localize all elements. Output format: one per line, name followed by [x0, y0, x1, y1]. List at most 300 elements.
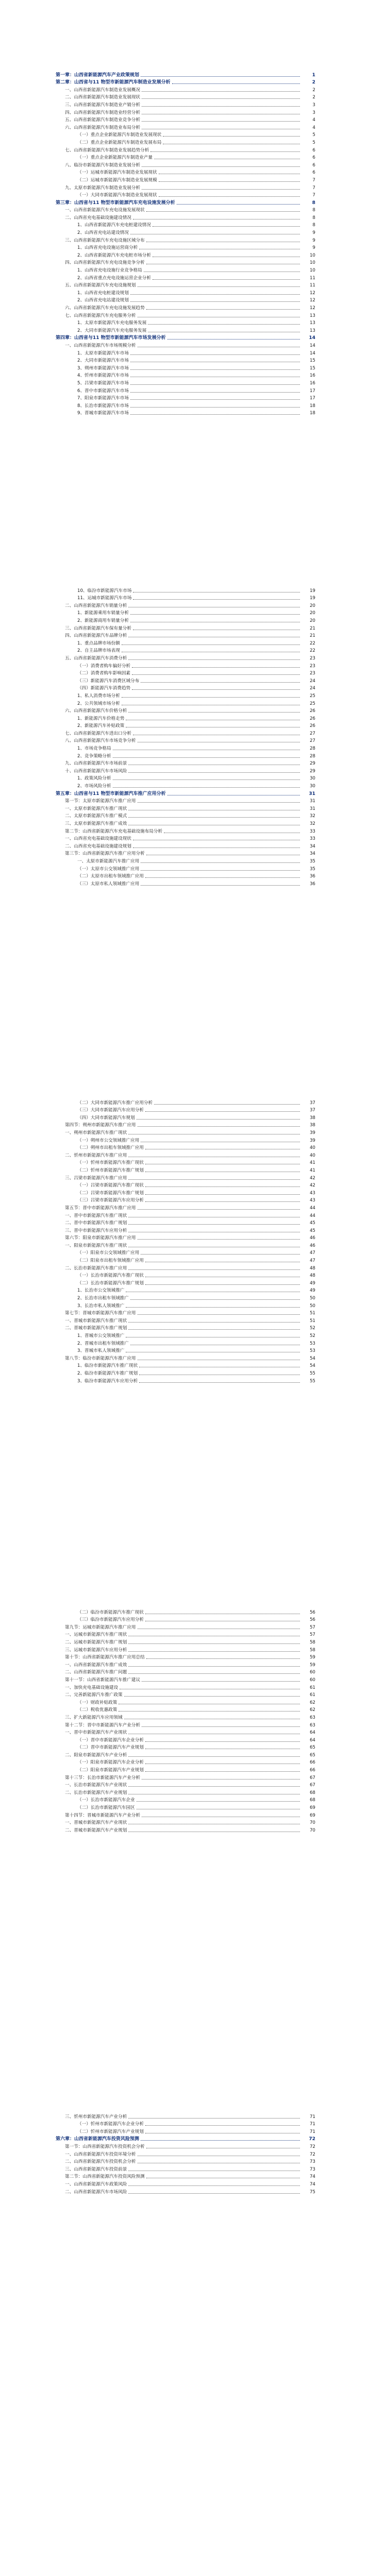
toc-entry: [77, 1706, 315, 1714]
toc-entry-page: 51: [310, 1318, 315, 1324]
toc-entry: [77, 319, 315, 327]
toc-entry-title: 3、临汾市新能源汽车应用分析: [77, 1378, 138, 1384]
toc-entry: [65, 1826, 315, 1834]
toc-entry: [65, 812, 315, 820]
toc-entry-page: 10: [310, 260, 315, 266]
toc-entry-page: 14: [310, 343, 315, 348]
toc-entry-page: 22: [310, 648, 315, 654]
toc-leader-dots: [145, 1284, 300, 1285]
toc-entry: [77, 244, 315, 251]
toc-entry-title: 一、阳泉市新能源汽车推广现状: [65, 1243, 127, 1248]
toc-entry-title: 3、长治市私人领域推广: [77, 1303, 125, 1309]
toc-entry-page: 72: [310, 2151, 315, 2157]
toc-entry-page: 32: [310, 814, 315, 819]
toc-entry-page: 73: [310, 2166, 315, 2172]
toc-entry: [77, 274, 315, 281]
toc-entry: [65, 146, 315, 154]
toc-entry: [65, 797, 315, 805]
toc-entry-title: 三、忻州市新能源汽车产业分析: [65, 2114, 127, 2120]
toc-entry-title: 十、山西省新能源汽车市场风险: [65, 768, 127, 774]
toc-entry: [65, 1226, 315, 1234]
toc-entry: [77, 647, 315, 654]
toc-entry-page: 22: [310, 640, 315, 646]
toc-entry: [77, 1608, 315, 1616]
toc-entry-title: 六、山西省新能源汽车制造业布局分析: [65, 125, 141, 130]
toc-entry-title: 九、山西省新能源汽车市场前景: [65, 761, 127, 767]
toc-entry-page: 68: [310, 1798, 315, 1803]
toc-entry: [56, 334, 315, 342]
toc-leader-dots: [130, 301, 300, 302]
toc-entry-title: 第三节：山西省新能源汽车推广应用分析: [65, 851, 145, 857]
toc-entry-page: 21: [310, 625, 315, 631]
toc-entry: [77, 1136, 315, 1144]
toc-entry-title: 八、临汾市新能源汽车制造业发展分析: [65, 162, 141, 168]
toc-entry-page: 6: [312, 155, 315, 161]
toc-entry: [77, 691, 315, 699]
toc-entry-title: 2、竞争策略分析: [77, 753, 111, 759]
toc-entry: [65, 1204, 315, 1211]
toc-entry-page: 18: [310, 411, 315, 416]
toc-entry-page: 5: [312, 140, 315, 145]
toc-entry-page: 28: [310, 753, 315, 759]
toc-entry-page: 40: [310, 1145, 315, 1151]
toc-entry: [77, 1362, 315, 1369]
toc-entry-page: 12: [310, 290, 315, 296]
toc-entry-title: 二、完善新能源汽车推广政策: [65, 1692, 123, 1698]
toc-entry-page: 27: [310, 738, 315, 744]
toc-leader-dots: [159, 196, 300, 197]
toc-entry: [65, 1646, 315, 1653]
toc-entry-page: 34: [310, 843, 315, 849]
toc-entry: [77, 357, 315, 364]
toc-leader-dots: [138, 1239, 300, 1240]
toc-entry-page: 13: [310, 328, 315, 333]
toc-entry-title: （二）税收优惠政策: [77, 1707, 117, 1713]
toc-leader-dots: [141, 682, 300, 683]
toc-entry: [77, 714, 315, 722]
toc-entry-page: 56: [310, 1609, 315, 1615]
toc-entry-page: 31: [310, 799, 315, 804]
toc-leader-dots: [142, 91, 300, 92]
toc-entry-title: 2、公共领域市场分析: [77, 701, 120, 706]
toc-entry-page: 52: [310, 1333, 315, 1338]
toc-entry-title: （三）新能源汽车消费区域分布: [77, 678, 140, 684]
toc-entry-page: 47: [310, 1258, 315, 1264]
toc-entry-title: 2、晋城市出租车领域推广: [77, 1341, 129, 1346]
toc-entry-page: 7: [312, 185, 315, 191]
toc-entry-page: 29: [310, 761, 315, 767]
toc-entry-title: 第四节：朔州市新能源汽车推广应用: [65, 1123, 136, 1128]
toc-entry-title: 五、山西省新能源汽车制造业竞争分析: [65, 117, 141, 123]
toc-entry-title: 二、山西省新能源汽车投资机会分析: [65, 2159, 136, 2165]
toc-leader-dots: [138, 1209, 300, 1210]
toc-entry-page: 12: [310, 306, 315, 311]
toc-entry-title: 三、运城市新能源汽车应用分析: [65, 1647, 127, 1653]
toc-entry: [65, 1151, 315, 1159]
toc-entry-page: 46: [310, 1235, 315, 1241]
toc-entry: [65, 624, 315, 632]
toc-entry-page: 27: [310, 731, 315, 736]
toc-entry-page: 60: [310, 1677, 315, 1683]
toc-entry: [77, 2120, 315, 2128]
toc-entry-title: 2、山西省重点充电设施运营企业分析: [77, 275, 151, 281]
toc-leader-dots: [141, 76, 300, 77]
toc-entry-page: 2: [312, 95, 315, 100]
toc-entry-page: 63: [310, 1722, 315, 1728]
toc-entry: [77, 371, 315, 379]
toc-entry: [77, 1294, 315, 1301]
toc-entry: [77, 1766, 315, 1773]
toc-entry: [77, 1256, 315, 1264]
toc-entry-page: 42: [310, 1183, 315, 1189]
toc-entry: [77, 221, 315, 229]
toc-leader-dots: [145, 1111, 300, 1112]
toc-entry-page: 65: [310, 1752, 315, 1758]
toc-entry-page: 34: [310, 851, 315, 857]
toc-entry-page: 72: [310, 2144, 315, 2149]
toc-entry-page: 44: [310, 1213, 315, 1218]
toc-entry: [77, 1189, 315, 1196]
toc-entry-page: 71: [310, 2114, 315, 2120]
toc-entry-page: 19: [310, 596, 315, 601]
toc-entry-title: 三、山西省新能源汽车保有量分析: [65, 625, 131, 631]
toc-entry-page: 61: [310, 1685, 315, 1690]
toc-entry-page: 60: [310, 1670, 315, 1675]
toc-entry: [77, 1106, 315, 1114]
toc-entry-title: 7、阳泉市新能源汽车市场: [77, 396, 129, 401]
toc-entry-title: 第一章：山西省新能源汽车产业政策规划: [56, 72, 140, 78]
toc-entry-page: 11: [310, 283, 315, 289]
toc-entry-title: 1、临汾市新能源汽车推广现状: [77, 1363, 138, 1369]
toc-entry: [65, 1819, 315, 1826]
toc-entry-page: 25: [310, 701, 315, 706]
toc-entry-title: （二）阳泉市新能源汽车产业规划: [77, 1768, 144, 1773]
toc-leader-dots: [177, 204, 300, 205]
toc-entry: [65, 236, 315, 244]
toc-entry-title: 一、加快充电基础设施建设: [65, 1685, 119, 1690]
toc-entry-page: 36: [310, 881, 315, 887]
toc-leader-dots: [130, 414, 300, 415]
toc-entry-page: 57: [310, 1632, 315, 1638]
toc-entry: [77, 1377, 315, 1384]
toc-entry: [77, 1796, 315, 1804]
toc-leader-dots: [113, 787, 300, 788]
toc-entry-page: 57: [310, 1624, 315, 1630]
toc-entry: [65, 2180, 315, 2188]
toc-entry-title: （二）太原市出租车领域推广应用: [77, 874, 144, 879]
toc-entry-title: （二）长治市新能源汽车推广规划: [77, 1280, 144, 1286]
toc-entry-page: 42: [310, 1175, 315, 1181]
toc-entry-page: 2: [312, 87, 315, 93]
toc-entry-title: 1、政策风险分析: [77, 776, 111, 782]
toc-entry-title: 第十四节：晋城市新能源汽车产业分析: [65, 1812, 141, 1818]
toc-leader-dots: [141, 2140, 300, 2141]
toc-entry-page: 16: [310, 373, 315, 379]
toc-entry-title: 二、山西省新能源汽车制造业发展现状: [65, 95, 141, 100]
toc-entry-page: 7: [312, 193, 315, 198]
toc-entry-page: 58: [310, 1647, 315, 1653]
toc-entry: [77, 872, 315, 880]
toc-entry-title: 一、太原市新能源汽车推广应用: [77, 858, 140, 864]
toc-entry: [77, 879, 315, 887]
toc-entry: [65, 1354, 315, 1362]
toc-entry: [65, 2165, 315, 2173]
toc-entry-title: 二、长治市新能源汽车产业规划: [65, 1790, 127, 1795]
toc-entry: [77, 1113, 315, 1121]
toc-leader-dots: [128, 772, 300, 773]
toc-entry-title: 五、山西省新能源汽车消费分析: [65, 655, 127, 661]
toc-leader-dots: [142, 98, 300, 99]
toc-entry-title: 1、太原市新能源汽车充电服务发展: [77, 320, 147, 326]
toc-entry: [65, 2142, 315, 2150]
toc-entry-title: 第十节：山西省新能源汽车推广应用总结: [65, 1655, 145, 1660]
toc-entry-title: （一）太原市公交领域推广应用: [77, 866, 140, 872]
toc-entry-title: 1、长治市公交领域推广: [77, 1288, 125, 1294]
toc-entry-title: （一）运城市新能源汽车制造业发展现状: [77, 170, 157, 176]
toc-entry-title: 三、太原市新能源汽车推广成效: [65, 821, 127, 826]
toc-entry-title: 第二节：山西省新能源汽车投资风险预测: [65, 2174, 145, 2180]
toc-entry: [77, 1347, 315, 1354]
toc-entry-title: 三、山西省新能源汽车投资前景: [65, 2166, 127, 2172]
toc-entry-title: 4、忻州市新能源汽车市场: [77, 373, 129, 379]
toc-entry-page: 10: [310, 252, 315, 258]
toc-entry-page: 47: [310, 1250, 315, 1256]
toc-entry-page: 66: [310, 1760, 315, 1766]
toc-entry-page: 59: [310, 1662, 315, 1668]
toc-entry-title: （一）大同市新能源汽车制造业发展现状: [77, 193, 157, 198]
toc-leader-dots: [138, 802, 300, 803]
toc-entry-page: 13: [310, 320, 315, 326]
toc-entry-page: 13: [310, 313, 315, 318]
toc-entry-page: 31: [310, 806, 315, 811]
toc-entry-title: 9、晋城市新能源汽车市场: [77, 411, 129, 416]
toc-entry: [65, 1713, 315, 1721]
toc-block-5: [0, 2112, 371, 2195]
toc-entry: [65, 183, 315, 191]
toc-entry: [77, 774, 315, 782]
toc-entry-page: 9: [312, 238, 315, 243]
toc-entry: [56, 789, 315, 797]
toc-entry: [65, 1174, 315, 1181]
toc-entry: [65, 108, 315, 116]
toc-entry-page: 50: [310, 1303, 315, 1309]
toc-entry: [77, 409, 315, 417]
toc-entry-title: （一）重点企业新能源汽车制造业发展现状: [77, 132, 162, 138]
toc-entry: [77, 1098, 315, 1106]
toc-entry-title: 11、运城市新能源汽车市场: [77, 596, 132, 601]
toc-entry-page: 69: [310, 1812, 315, 1818]
toc-entry: [77, 1159, 315, 1166]
toc-entry-page: 68: [310, 1790, 315, 1795]
toc-entry-page: 46: [310, 1243, 315, 1248]
toc-entry-title: 二、晋城市新能源汽车产业规划: [65, 1827, 127, 1833]
toc-entry-page: 15: [310, 365, 315, 371]
toc-entry-page: 16: [310, 380, 315, 386]
toc-entry: [77, 586, 315, 594]
toc-leader-dots: [132, 667, 300, 668]
toc-entry: [65, 2188, 315, 2195]
toc-entry-title: 2、自主品牌市场表现: [77, 648, 120, 654]
toc-entry-title: （二）忻州市新能源汽车产业规划: [77, 2129, 144, 2134]
toc-entry-page: 44: [310, 1205, 315, 1211]
toc-entry-page: 40: [310, 1153, 315, 1158]
toc-entry: [65, 729, 315, 737]
toc-entry: [77, 857, 315, 865]
toc-leader-dots: [142, 106, 300, 107]
toc-entry-title: 三、扩大新能源汽车应用领域: [65, 1715, 123, 1720]
toc-entry: [77, 401, 315, 409]
toc-entry-page: 64: [310, 1737, 315, 1743]
toc-entry-title: 5、吕梁市新能源汽车市场: [77, 380, 129, 386]
toc-entry-title: （一）长治市新能源汽车推广现状: [77, 1273, 144, 1279]
toc-leader-dots: [172, 83, 300, 84]
toc-entry-page: 73: [310, 2159, 315, 2165]
toc-entry-title: 第四章：山西省与11 物型市新能源汽车市场发展分析: [56, 335, 166, 341]
toc-entry-page: 39: [310, 1138, 315, 1143]
toc-entry-title: 2、山西省新能源汽车充电桩市场分析: [77, 252, 151, 258]
toc-entry: [65, 842, 315, 850]
toc-entry-page: 63: [310, 1715, 315, 1720]
toc-leader-dots: [141, 1254, 300, 1255]
toc-entry: [77, 251, 315, 259]
toc-entry-title: 二、太原市新能源汽车推广模式: [65, 814, 127, 819]
toc-entry-page: 8: [312, 200, 315, 206]
toc-entry-page: 55: [310, 1378, 315, 1384]
toc-entry-title: 第十一节：山西省新能源汽车推广建议: [65, 1677, 141, 1683]
toc-entry: [77, 386, 315, 394]
toc-entry: [77, 1616, 315, 1623]
toc-entry-title: 六、山西省新能源汽车价格分析: [65, 708, 127, 714]
toc-entry: [65, 737, 315, 744]
toc-entry-title: （一）吕梁市新能源汽车推广现状: [77, 1183, 144, 1189]
toc-leader-dots: [128, 1322, 300, 1323]
toc-entry-page: 26: [310, 723, 315, 729]
toc-entry-page: 8: [312, 208, 315, 213]
toc-entry-page: 6: [312, 170, 315, 176]
toc-entry-page: 53: [310, 1341, 315, 1346]
toc-entry-page: 35: [310, 858, 315, 864]
toc-entry-title: （二）忻州市新能源汽车推广规划: [77, 1167, 144, 1173]
toc-leader-dots: [146, 1658, 300, 1659]
toc-entry-page: 70: [310, 1820, 315, 1826]
toc-entry-title: （一）忻州市新能源汽车企业分析: [77, 2122, 144, 2127]
toc-entry: [65, 1811, 315, 1819]
toc-entry: [65, 1211, 315, 1219]
toc-entry-page: 75: [310, 2189, 315, 2195]
toc-entry: [77, 1743, 315, 1751]
toc-entry-title: （一）阳泉市新能源汽车企业分析: [77, 1760, 144, 1766]
toc-entry-title: 四、山西省新能源汽车充电设施竞争分析: [65, 260, 145, 266]
toc-leader-dots: [128, 1269, 300, 1270]
toc-entry-title: 一、朔州市新能源汽车推广现状: [65, 1130, 127, 1136]
toc-entry-page: 56: [310, 1617, 315, 1623]
toc-entry: [65, 100, 315, 108]
toc-entry: [77, 1803, 315, 1811]
toc-entry-title: 七、山西省新能源汽车制造业发展趋势分析: [65, 147, 149, 153]
toc-block-4: [0, 1608, 371, 1834]
toc-leader-dots: [128, 1786, 300, 1787]
toc-leader-dots: [126, 1307, 300, 1308]
toc-entry-page: 62: [310, 1700, 315, 1705]
toc-leader-dots: [128, 1179, 300, 1180]
toc-leader-dots: [113, 779, 300, 780]
toc-entry-page: 33: [310, 836, 315, 842]
toc-entry-title: 1、市场竞争格局: [77, 746, 111, 752]
toc-entry-title: 1、太原市新能源汽车市场: [77, 350, 129, 356]
toc-entry: [65, 161, 315, 168]
toc-leader-dots: [146, 211, 300, 212]
toc-leader-dots: [128, 1651, 300, 1652]
toc-entry: [77, 1331, 315, 1339]
toc-entry: [65, 1324, 315, 1332]
toc-leader-dots: [130, 1299, 300, 1300]
toc-entry-page: 54: [310, 1355, 315, 1361]
toc-entry-title: 三、吕梁市新能源汽车推广应用: [65, 1175, 127, 1181]
toc-entry-page: 25: [310, 693, 315, 699]
toc-entry-title: （二）运城市新能源汽车制造业发展规模: [77, 177, 157, 183]
toc-entry: [65, 2158, 315, 2165]
toc-entry: [65, 341, 315, 349]
toc-leader-dots: [153, 226, 300, 227]
toc-entry: [65, 759, 315, 767]
toc-entry-title: 二、运城市新能源汽车推广规划: [65, 1639, 127, 1645]
toc-entry: [77, 176, 315, 183]
toc-leader-dots: [142, 1779, 300, 1780]
toc-entry: [65, 804, 315, 812]
toc-entry: [65, 835, 315, 842]
toc-entry-page: 36: [310, 874, 315, 879]
toc-entry-page: 3: [312, 102, 315, 108]
toc-entry: [77, 594, 315, 602]
toc-entry-title: 一、山西省新能源汽车市场规模分析: [65, 343, 136, 348]
toc-entry-title: 四、山西省新能源汽车制造业经营分析: [65, 110, 141, 115]
toc-entry-page: 62: [310, 1707, 315, 1713]
toc-entry-title: 2、新能源商用车销量分析: [77, 618, 129, 623]
toc-entry-title: 1、新能源汽车价格走势: [77, 716, 125, 721]
toc-entry-title: 七、山西省新能源汽车充电服务分析: [65, 313, 136, 318]
toc-entry-title: 二、山西省新能源汽车销量分析: [65, 603, 127, 608]
toc-leader-dots: [138, 1314, 300, 1315]
toc-leader-dots: [141, 885, 300, 886]
toc-entry-title: 一、山西省新能源汽车充电设施发展现状: [65, 208, 145, 213]
toc-entry-title: 一、山西省新能源汽车政策风险: [65, 2181, 127, 2187]
toc-entry: [77, 1698, 315, 1706]
toc-entry: [77, 684, 315, 692]
toc-entry-page: 14: [309, 335, 315, 341]
toc-entry-page: 17: [310, 388, 315, 394]
toc-leader-dots: [128, 712, 300, 713]
toc-entry-title: 第二节：山西省新能源汽车充电基础设施布局分析: [65, 828, 163, 834]
toc-leader-dots: [128, 1643, 300, 1644]
toc-entry-title: 2、山西省充电站建设规划: [77, 298, 129, 303]
toc-leader-dots: [124, 1696, 300, 1697]
toc-entry: [65, 1653, 315, 1661]
toc-entry-page: 54: [310, 1363, 315, 1369]
toc-entry-title: 七、山西省新能源汽车进出口分析: [65, 731, 131, 736]
toc-entry: [77, 639, 315, 647]
toc-entry-title: 二、山西省新能源汽车市场风险: [65, 2189, 127, 2195]
toc-entry-title: （四）大同市新能源汽车规划: [77, 1115, 135, 1121]
toc-entry-title: 二、晋城市新能源汽车推广规划: [65, 1326, 127, 1331]
toc-entry: [77, 782, 315, 789]
toc-entry-page: 45: [310, 1228, 315, 1233]
toc-entry-page: 9: [312, 245, 315, 251]
toc-leader-dots: [128, 1673, 300, 1674]
toc-block-2: [0, 586, 371, 887]
toc-entry-title: 第一节：太原市新能源汽车推广应用: [65, 799, 136, 804]
toc-entry: [77, 394, 315, 402]
toc-entry-title: 1、私人消费市场分析: [77, 693, 120, 699]
